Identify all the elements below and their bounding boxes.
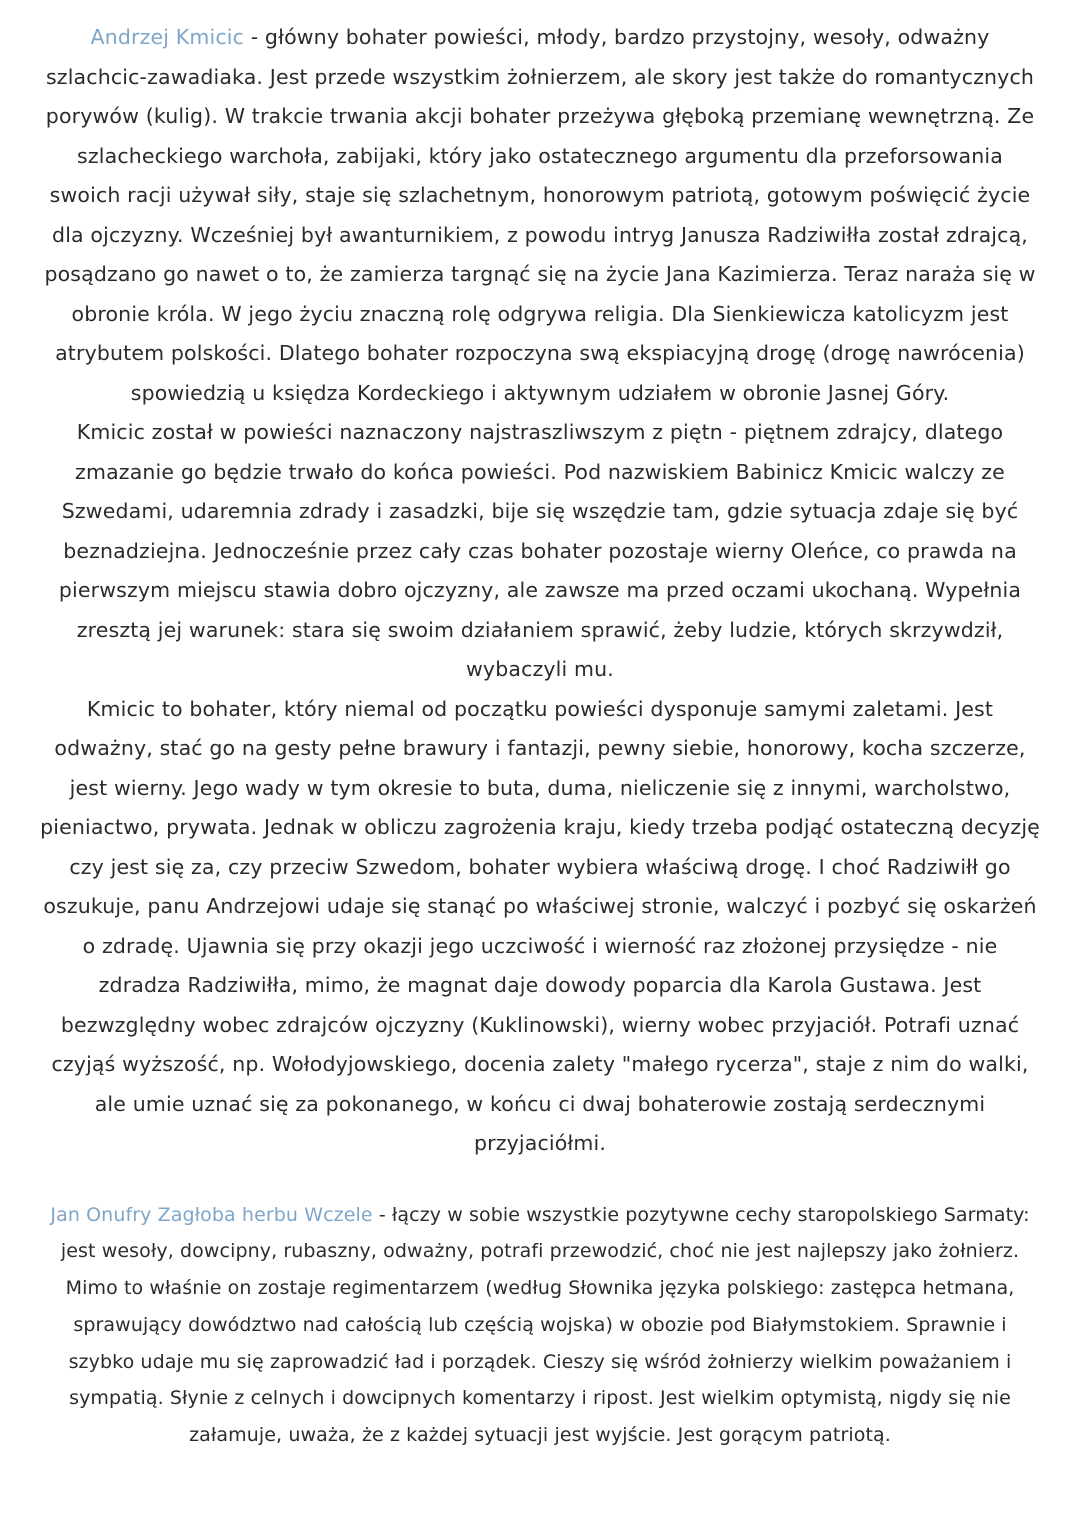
paragraph: Kmicic został w powieści naznaczony najstraszliwszym z piętn - piętnem zdrajcy, dlatego zmazanie go będzie trwało do końca powieści. Pod nazwiskiem Babinicz Kmicic walczy ze Szwedami, udaremnia zdrady i zasadzki, bije się wszędzie tam, gdzie sytuacja zdaje się być beznadziejna. Jednocześnie przez cały czas bohater pozostaje wierny Oleńce, co prawda na pierwszym miejscu stawia dobro ojczyzny, ale zawsze ma przed oczami ukochaną. Wypełnia zresztą jej warunek: stara się swoim działaniem sprawić, żeby ludzie, których skrzywdził, wybaczyli mu. xyxy=(58,420,1022,681)
paragraph: Kmicic to bohater, który niemal od początku powieści dysponuje samymi zaletami. Jest odważny, stać go na gesty pełne brawury i fantazji, pewny siebie, honorowy, kocha szczerze, jest wierny. Jego wady w tym okresie to buta, duma, nieliczenie się z innymi, warcholstwo, pieniactwo, prywata. Jednak w obliczu zagrożenia kraju, kiedy trzeba podjąć ostateczną decyzję czy jest się za, czy przeciw Szwedom, bohater wybiera właściwą drogę. I choć Radziwiłł go oszukuje, panu Andrzejowi udaje się stanąć po właściwej stronie, walczyć i pozbyć się oskarżeń o zdradę. Ujawnia się przy okazji jego uczciwość i wierność raz złożonej przysiędze - nie zdradza Radziwiłła, mimo, że magnat daje dowody poparcia dla Karola Gustawa. Jest bezwzględny wobec zdrajców ojczyzny (Kuklinowski), wierny wobec przyjaciół. Potrafi uznać czyjąś wyższość, np. Wołodyjowskiego, docenia zalety "małego rycerza", staje z nim do walki, ale umie uznać się za pokonanego, w końcu ci dwaj bohaterowie zostają serdecznymi przyjaciółmi. xyxy=(40,696,1040,1155)
paragraph xyxy=(40,18,1040,413)
document-page xyxy=(40,18,1040,1454)
section-andrzej-kmicic xyxy=(40,18,1040,1164)
section-jan-onufry-zagloba xyxy=(40,1197,1040,1455)
paragraph-text: - łączy w sobie wszystkie pozytywne cechy staropolskiego Sarmaty: jest wesoły, dowcipny, rubaszny, odważny, potrafi przewodzić, choć nie jest najlepszy jako żołnierz. Mimo to właśnie on zostaje regimentarzem (według Słownika języka polskiego: zastępca hetmana, sprawujący dowództwo nad całością lub częścią wojska) w obozie pod Białymstokiem. Sprawnie i szybko udaje mu się zaprowadzić ład i porządek. Cieszy się wśród żołnierzy wielkim poważaniem i sympatią. Słynie z celnych i dowcipnych komentarzy i ripost. Jest wielkim optymistą, nigdy się nie załamuje, uważa, że z każdej sytuacji jest wyjście. Jest gorącym patriotą. xyxy=(60,1203,1030,1447)
paragraph xyxy=(40,1197,1040,1455)
character-name: Andrzej Kmicic xyxy=(90,25,245,49)
paragraph-text: - główny bohater powieści, młody, bardzo przystojny, wesoły, odważny szlachcic-zawadiaka. Jest przede wszystkim żołnierzem, ale skory jest także do romantycznych porywów (kulig). W trakcie trwania akcji bohater przeżywa głęboką przemianę wewnętrzną. Ze szlacheckiego warchoła, zabijaki, który jako ostatecznego argumentu dla przeforsowania swoich racji używał siły, staje się szlachetnym, honorowym patriotą, gotowym poświęcić życie dla ojczyzny. Wcześniej był awanturnikiem, z powodu intryg Janusza Radziwiłła został zdrajcą, posądzano go nawet o to, że zamierza targnąć się na życie Jana Kazimierza. Teraz naraża się w obronie króla. W jego życiu znaczną rolę odgrywa religia. Dla Sienkiewicza katolicyzm jest atrybutem polskości. Dlatego bohater rozpoczyna swą ekspiacyjną drogę (drogę nawrócenia) spowiedzią u księdza Kordeckiego i aktywnym udziałem w obronie Jasnej Góry. xyxy=(44,25,1036,405)
character-name: Jan Onufry Zagłoba herbu Wczele xyxy=(50,1203,373,1226)
